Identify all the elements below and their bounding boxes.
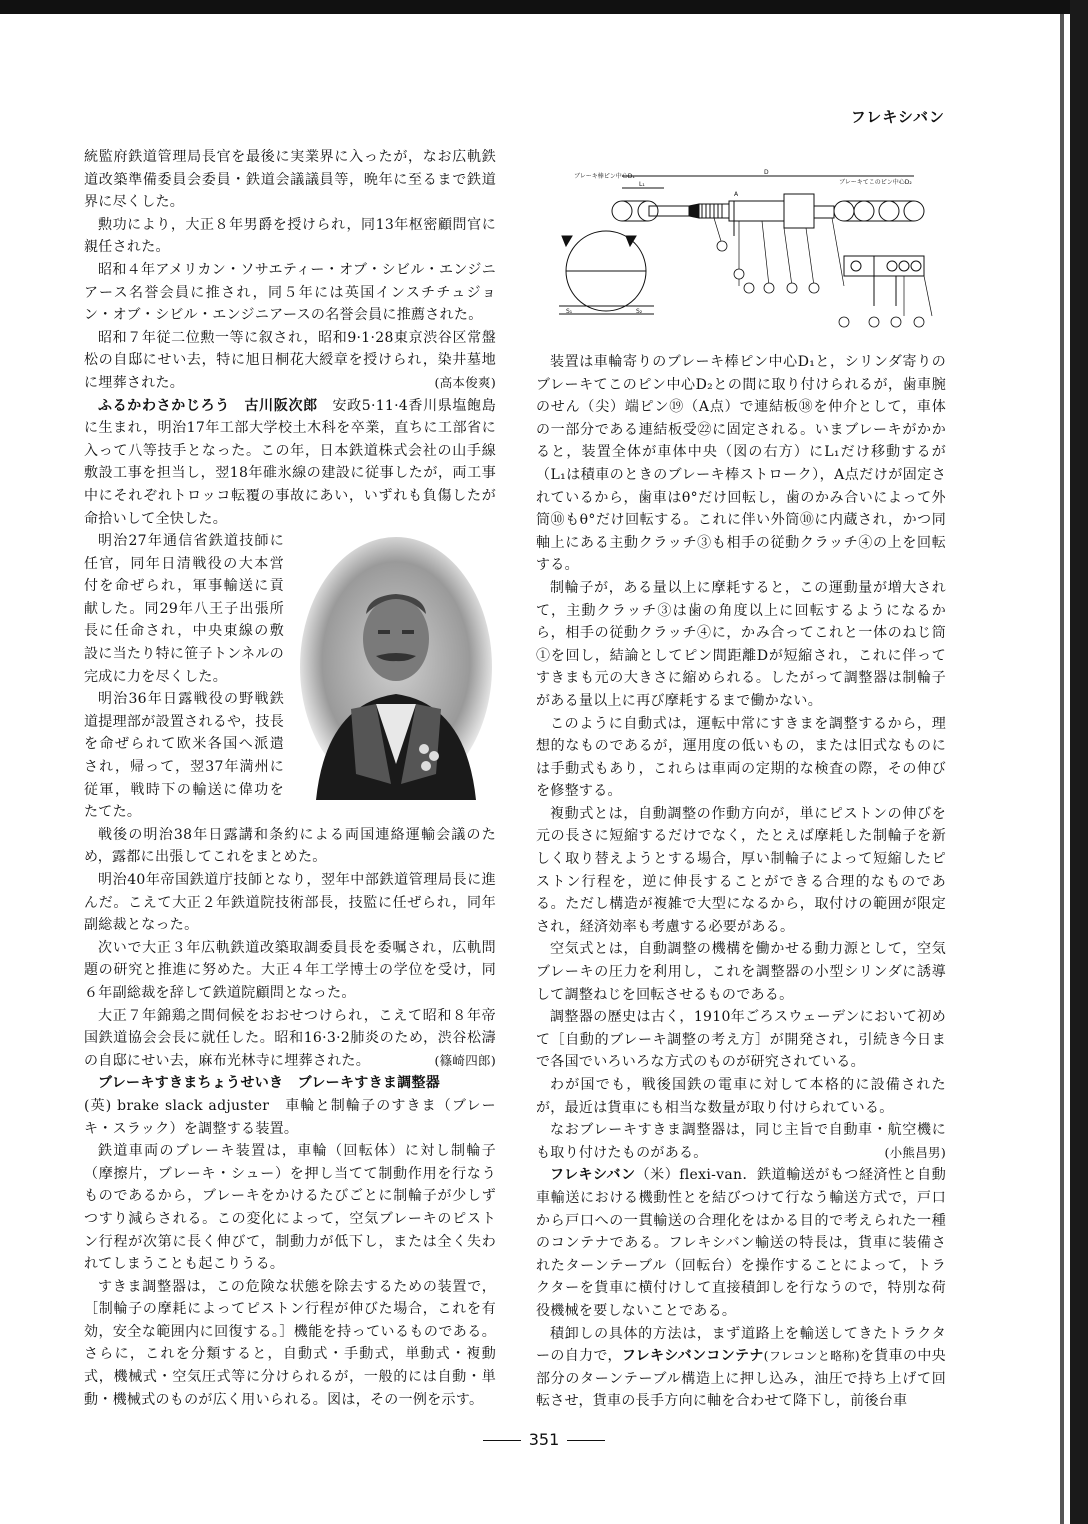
diagram-label-s1: S₁ [566, 308, 573, 315]
diagram-label-L1: L₁ [639, 181, 645, 188]
page-footer [0, 1430, 1088, 1449]
top-edge-bar [0, 0, 1088, 14]
entry-paragraph [536, 1164, 946, 1322]
entry-body: 安政5·11·4香川県塩飽島に生まれ，明治17年工部大学校土木科を卒業，直ちに工部省に入って八等技手となった。この年，日本鉄道株式会社の山手線敷設工事を担当し，翌18年碓氷線の建設に従事したが，両工事中にそれぞれトロッコ転覆の事故にあい，いずれも負傷したが命拾いして全快した。 [84, 397, 497, 527]
paragraph: 制輪子が，ある量以上に摩耗すると，この運動量が増大されて，主動クラッチ③は歯の角度以上に回転するようになるから，相手の従動クラッチ④に，かみ合ってこれと一体のねじ筒①を回し，結論としてピン間距離Dが短縮され，これに伴ってすきまも元の大きさに縮められる。したがって調整器は制輪子がある量以上に再び摩耗するまで働かない。 [536, 579, 946, 709]
paragraph: 昭和４年アメリカン・ソサエティー・オブ・シビル・エンジニアース名誉会員に推され，同５年には英国インスチチュジョン・オブ・シビル・エンジニアースの名誉会員に推薦された。 [84, 261, 496, 324]
author-signature: (小熊昌男) [884, 1144, 946, 1160]
running-header: フレキシバン [850, 108, 945, 126]
paragraph [84, 1005, 496, 1073]
paragraph: 勲功により，大正８年男爵を授けられ，同13年枢密顧問官に親任された。 [84, 216, 496, 256]
paragraph: わが国でも，戦後国鉄の電車に対して本格的に設備されたが，最近は貨車にも相当な数量が取り付けられている。 [536, 1077, 946, 1116]
paragraph: 鉄道車両のブレーキ装置は，車輪（回転体）に対し制輪子（摩擦片，ブレーキ・シュー）を押し当てて制動作用を行なうものであるから，ブレーキをかけるたびごとに制輪子が少しずつすり減らされる。この変化によって，空気ブレーキのピストン行程が次第に長く伸びて，制動力が低下し，または全く失われてしまうことも起こりうる。 [84, 1143, 496, 1273]
paragraph-text: なおブレーキすきま調整器は，同じ主旨で自動車・航空機にも取り付けたものがある。 [536, 1122, 946, 1161]
footer-dash [567, 1440, 605, 1441]
author-signature: (高本俊爽) [434, 374, 496, 390]
page-number: 351 [528, 1430, 560, 1449]
paragraph: 統監府鉄道管理局長官を最後に実業界に入ったが，なお広軌鉄道改築準備委員会委員・鉄道会議議員等，晩年に至るまで鉄道界に尽くした。 [84, 149, 496, 211]
paragraph: 複動式とは，自動調整の作動方向が，単にピストンの伸びを元の長さに短縮するだけでなく，たとえば摩耗した制輪子を新しく取り替えようとする場合，厚い制輪子によって短縮したピストン行程を，逆に伸長することができる合理的なものである。ただし構造が複雑で大型になるから，取付けの範囲が限定され，経済効率も考慮する必要がある。 [536, 805, 946, 935]
paragraph-text: 昭和７年従二位勲一等に叙され，昭和9·1·28東京渋谷区常盤松の自邸にせい去，特に旭日桐花大綬章を授けられ，染井墓地に埋葬された。 [84, 329, 496, 391]
portrait-photo [296, 534, 496, 800]
entry-heading: ブレーキすきまちょうせいき ブレーキすきま調整器 [98, 1075, 441, 1092]
paragraph [536, 1119, 946, 1164]
right-column [536, 146, 946, 1413]
paragraph [84, 327, 496, 395]
paragraph: 明治27年通信省鉄道技師に任官，同年日清戦役の大本営付を命ぜられ，軍事輸送に貢献した。同29年八王子出張所長に任命され，中央東線の敷設に当たり特に笹子トンネルの完成に力を尽くした。 [84, 533, 284, 685]
entry-body: (英) brake slack adjuster 車輪と制輪子のすきま（ブレーキ・スラック）を調整する装置。 [84, 1097, 496, 1137]
entry-body: （米）flexi-van．鉄道輸送がもつ経済性と自動車輸送における機動性とを結びつけて行なう輸送方式で，戸口から戸口への一貫輸送の合理化をはかる目的で考えられた一種のコンテナである。フレキシバン輸送の特長は，貨車に装備されたターンテーブル（回転台）を操作することによって，トラクターを貨車に横付けして直接積卸しを行なうので，特別な荷役機械を要しないことである。 [536, 1167, 946, 1319]
entry-paragraph [84, 1072, 496, 1095]
entry-heading: フレキシバン [550, 1167, 636, 1184]
term-note: (フレコンと略称) [763, 1349, 860, 1364]
diagram-label-d2: ブレーキてこのピン中心D₂ [839, 179, 912, 186]
paragraph-text: 積卸しの具体的方法は，まず道路上を輸送してきたトラクターの自力で， [536, 1325, 946, 1365]
paragraph-text: 大正７年錦鶏之間伺候をおおせつけられ，こえて昭和８年帝国鉄道協会会長に就任した。昭和16·3·2肺炎のため，渋谷松濤の自邸にせい去，麻布光林寺に埋葬された。 [84, 1007, 496, 1069]
right-edge-bar [1070, 0, 1088, 1524]
paragraph: すきま調整器は，この危険な状態を除去するための装置で，［制輪子の摩耗によってピストン行程が伸びた場合，これを有効，安全な範囲内に回復する。］機能を持っているものである。さらに，これを分類すると，自動式・手動式，単動式・複動式，機械式・空気圧式等に分けられるが，一般的には自動・単動・機械式のものが広く用いられる。図は，その一例を示す。 [84, 1278, 496, 1408]
footer-dash [483, 1440, 521, 1441]
diagram-label-d1: ブレーキ棒ピン中心D₁ [574, 173, 635, 180]
diagram-label-s2: S₂ [636, 308, 643, 315]
author-signature: (篠崎四郎) [434, 1052, 496, 1068]
paragraph: 明治36年日露戦役の野戦鉄道提理部が設置されるや，技長を命ぜられて欧米各国へ派遣され，帰って，翌37年満州に従軍，戦時下の輸送に偉功をたてた。 [84, 691, 284, 821]
term-bold: フレキシバンコンテナ [621, 1348, 764, 1365]
paragraph: 空気式とは，自動調整の機構を働かせる動力源として，空気ブレーキの圧力を利用し，これを調整器の小型シリンダに誘導して調整ねじを回転させるものである。 [536, 941, 946, 1003]
paragraph: 次いで大正３年広軌鉄道改築取調委員長を委嘱され，広軌問題の研究と推進に努めた。大正４年工学博士の学位を受け，同６年副総裁を辞して鉄道院顧問となった。 [84, 939, 496, 1001]
paragraph: このように自動式は，運転中常にすきまを調整するから，理想的なものであるが，運用度の低いもの，または旧式なものには手動式もあり，これらは車両の定期的な検査の際，その伸びを修整する。 [536, 715, 946, 800]
right-edge-line [1060, 14, 1064, 1524]
entry-heading: ふるかわさかじろう 古川阪次郎 [98, 397, 318, 414]
diagram-label-D: D [764, 169, 769, 176]
paragraph: 装置は車輪寄りのブレーキ棒ピン中心D₁と，シリンダ寄りのブレーキてこのピン中心D₂との間に取り付けられるが，歯車腕のせん（尖）端ピン⑲（A点）で連結板⑱を仲介として，車体の一部分である連結板受㉒に固定される。いまブレーキがかかると，装置全体が車体中央（図の右方）にL₁だけ移動するが（L₁は積車のときのブレーキ棒ストローク），A点だけが固定されているから，歯車はθ°だけ回転し，歯のかみ合いによって外筒⑩もθ°だけ回転する。これに伴い外筒⑩に内蔵され，かつ同軸上にある主動クラッチ③も相手の従動クラッチ④の上を回転する。 [536, 354, 946, 574]
paragraph: 調整器の歴史は古く，1910年ごろスウェーデンにおいて初めて［自動的ブレーキ調整の考え方］が開発され，引続き今日まで各国でいろいろな方式のものが研究されている。 [536, 1009, 946, 1071]
diagram-label-A: A [734, 191, 739, 198]
left-column [84, 146, 496, 1411]
paragraph: 明治40年帝国鉄道庁技師となり，翌年中部鉄道管理局長に進んだ。こえて大正２年鉄道院技術部長，技監に任ぜられ，同年副総裁となった。 [84, 872, 496, 934]
entry-paragraph [84, 395, 496, 531]
paragraph: 戦後の明治38年日露講和条約による両国連絡運輸会議のため，露都に出張してこれをまとめた。 [84, 826, 496, 866]
paragraph [536, 1323, 946, 1413]
paragraph-text: を貨車の中央部分のターンテーブル構造上に押し込み，油圧で持ち上げて回転させ，貨車の長手方向に軸を合わせて降下し，前後台車 [536, 1348, 946, 1410]
